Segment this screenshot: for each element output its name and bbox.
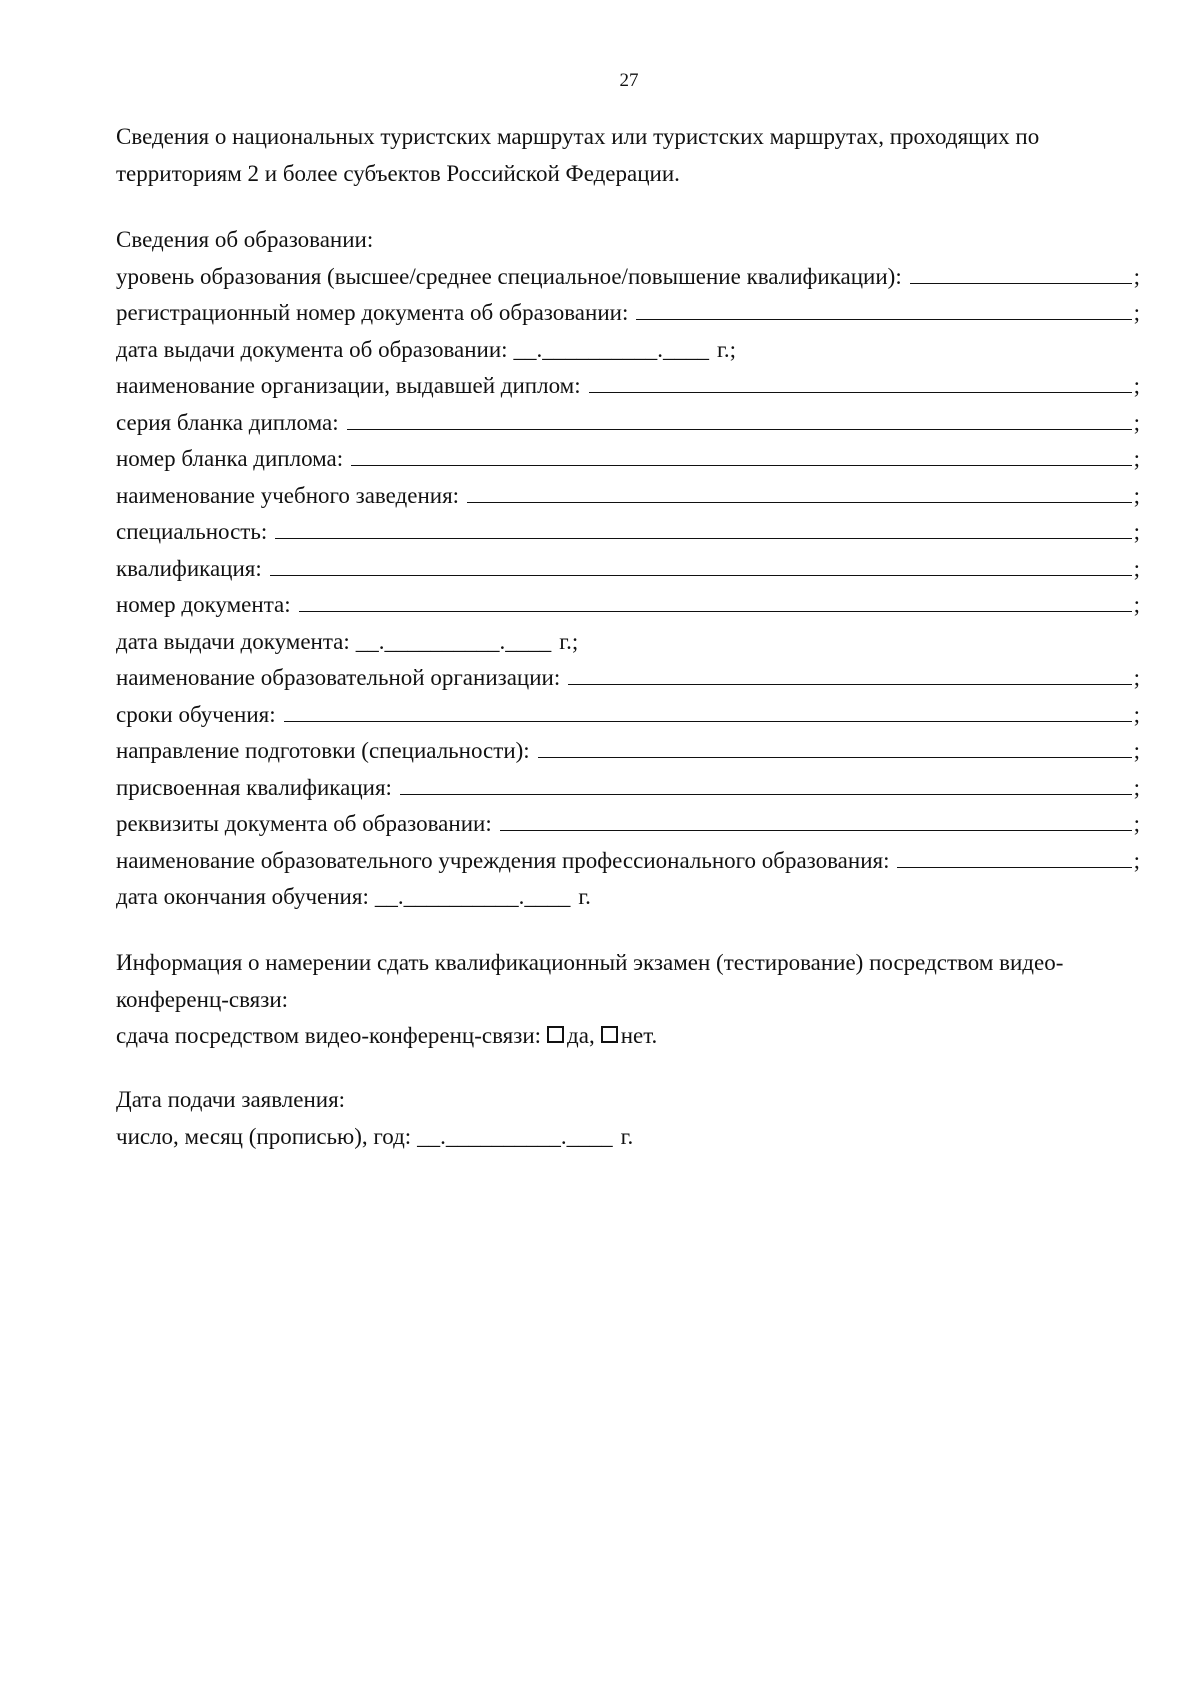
page-number: 27 xyxy=(619,70,639,91)
field-end: ; xyxy=(1133,665,1140,690)
field-label: уровень образования (высшее/среднее специальное/повышение квалификации): xyxy=(116,263,902,289)
field-label: номер документа: xyxy=(116,592,291,617)
vocational-institution-input-line[interactable] xyxy=(897,866,1131,868)
date-suffix: г.; xyxy=(559,628,579,654)
field-end: ; xyxy=(1133,555,1140,581)
field-registration-number xyxy=(116,295,1140,332)
field-vocational-institution xyxy=(116,843,1140,880)
field-end: ; xyxy=(1133,592,1140,617)
assigned-qualification-input-line[interactable] xyxy=(400,793,1132,795)
graduation-date-template[interactable]: __.__________.____ xyxy=(374,884,571,909)
institution-name-input-line[interactable] xyxy=(467,501,1132,503)
field-label: квалификация: xyxy=(116,555,262,581)
routes-info-text: Сведения о национальных туристских маршрутах или туристских маршрутах, проходящих по территориям 2 и более субъектов Российской Федерации. xyxy=(116,124,1040,186)
field-educational-organization xyxy=(116,660,1140,697)
field-study-period xyxy=(116,697,1140,734)
specialty-input-line[interactable] xyxy=(275,537,1131,539)
spacer xyxy=(116,1054,1140,1082)
document-number-input-line[interactable] xyxy=(299,610,1132,612)
field-label: сроки обучения: xyxy=(116,701,276,727)
field-label: дата окончания обучения: xyxy=(116,884,369,909)
video-exam-intro: Информация о намерении сдать квалификационный экзамен (тестирование) посредством видео-конференц-связи: xyxy=(116,949,1064,1012)
field-specialty xyxy=(116,514,1140,551)
field-label: серия бланка диплома: xyxy=(116,409,339,435)
education-section xyxy=(116,222,1140,916)
registration-number-input-line[interactable] xyxy=(636,318,1131,320)
field-end: ; xyxy=(1133,446,1140,471)
document-body xyxy=(116,118,1140,1155)
educational-organization-input-line[interactable] xyxy=(568,683,1131,685)
field-end: ; xyxy=(1133,263,1140,289)
no-option-label: нет. xyxy=(620,1022,658,1048)
study-period-input-line[interactable] xyxy=(284,720,1132,722)
field-label: наименование образовательного учреждения профессионального образования: xyxy=(116,847,890,873)
field-label: реквизиты документа об образовании: xyxy=(116,811,492,836)
field-qualification xyxy=(116,551,1140,588)
field-end: ; xyxy=(1133,482,1140,508)
field-label: номер бланка диплома: xyxy=(116,446,344,471)
field-label: наименование учебного заведения: xyxy=(116,482,460,508)
field-end: ; xyxy=(1133,738,1140,763)
field-document-details xyxy=(116,806,1140,843)
issue-date-template[interactable]: __.__________.____ xyxy=(513,336,710,362)
section-heading: Сведения об образовании: xyxy=(116,227,374,252)
field-end: ; xyxy=(1133,519,1140,544)
field-document-number xyxy=(116,587,1140,624)
qualification-input-line[interactable] xyxy=(270,574,1132,576)
document-details-input-line[interactable] xyxy=(500,829,1132,831)
video-exam-label: сдача посредством видео-конференц-связи: xyxy=(116,1022,542,1048)
field-graduation-date xyxy=(116,879,1140,916)
application-date-field xyxy=(116,1119,1140,1156)
field-end: ; xyxy=(1133,774,1140,800)
field-label: специальность: xyxy=(116,519,268,544)
field-end: ; xyxy=(1133,847,1140,873)
application-date-section xyxy=(116,1082,1140,1155)
date-suffix: г.; xyxy=(717,336,737,362)
field-label: направление подготовки (специальности): xyxy=(116,738,530,763)
diploma-series-input-line[interactable] xyxy=(347,428,1132,430)
no-checkbox[interactable] xyxy=(601,1026,618,1043)
field-document-issue-date xyxy=(116,624,1140,661)
spacer xyxy=(116,192,1140,222)
field-end: ; xyxy=(1133,409,1140,435)
field-end: ; xyxy=(1133,701,1140,727)
date-suffix: г. xyxy=(578,884,591,909)
field-label: наименование образовательной организации: xyxy=(116,665,561,690)
document-issue-date-template[interactable]: __.__________.____ xyxy=(355,628,552,654)
application-date-heading-line xyxy=(116,1082,1140,1119)
field-issue-date xyxy=(116,332,1140,369)
field-label: дата выдачи документа: xyxy=(116,628,350,654)
field-assigned-qualification xyxy=(116,770,1140,807)
spacer xyxy=(116,916,1140,944)
video-exam-section xyxy=(116,944,1140,1055)
education-level-input-line[interactable] xyxy=(910,282,1132,284)
issuing-organization-input-line[interactable] xyxy=(589,391,1132,393)
training-direction-input-line[interactable] xyxy=(538,756,1132,758)
field-label: присвоенная квалификация: xyxy=(116,774,392,800)
field-label: дата выдачи документа об образовании: xyxy=(116,336,508,362)
field-label: наименование организации, выдавшей диплом: xyxy=(116,373,581,398)
field-institution-name xyxy=(116,478,1140,515)
date-suffix: г. xyxy=(620,1123,634,1149)
yes-option-label: да, xyxy=(567,1022,595,1048)
field-education-level xyxy=(116,259,1140,296)
field-diploma-series xyxy=(116,405,1140,442)
field-end: ; xyxy=(1133,300,1140,325)
field-label: число, месяц (прописью), год: xyxy=(116,1123,412,1149)
field-diploma-number xyxy=(116,441,1140,478)
field-training-direction xyxy=(116,733,1140,770)
application-date-template[interactable]: __.__________.____ xyxy=(417,1123,613,1149)
field-issuing-organization xyxy=(116,368,1140,405)
section-heading: Дата подачи заявления: xyxy=(116,1087,346,1112)
yes-checkbox[interactable] xyxy=(547,1026,564,1043)
field-label: регистрационный номер документа об образовании: xyxy=(116,300,629,325)
diploma-number-input-line[interactable] xyxy=(351,464,1131,466)
education-heading xyxy=(116,222,1140,259)
field-end: ; xyxy=(1133,373,1140,398)
video-exam-choice xyxy=(116,1018,1140,1055)
field-end: ; xyxy=(1133,811,1140,836)
